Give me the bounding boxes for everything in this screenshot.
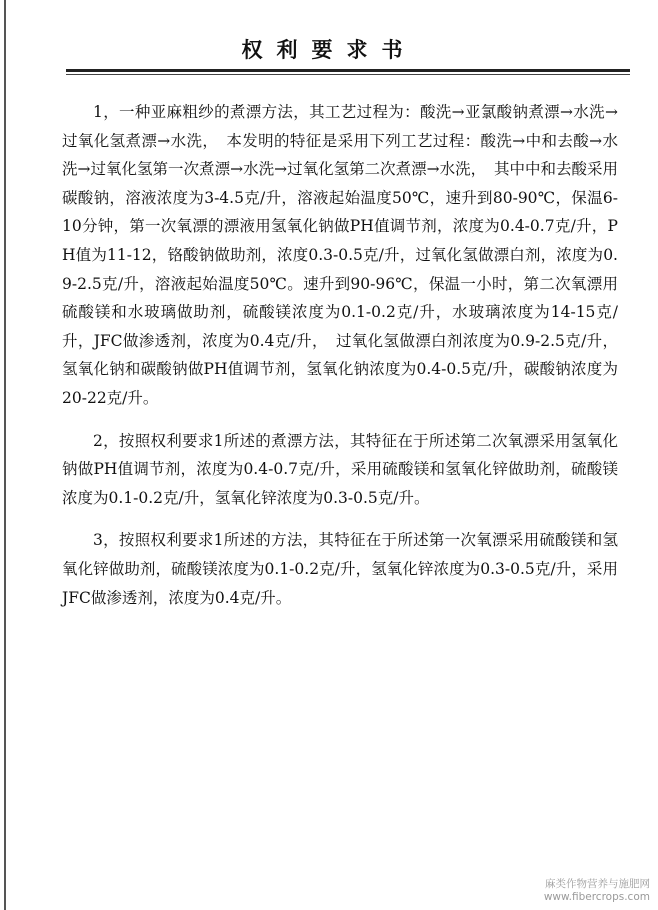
watermark-site-name: 麻类作物营养与施肥网 xyxy=(545,878,650,890)
watermark-url: www.fibercrops.com xyxy=(543,891,650,903)
claims-body xyxy=(62,98,618,626)
page-title: 权利要求书 xyxy=(241,38,417,62)
claim-3: 3，按照权利要求1所述的方法，其特征在于所述第一次氧漂采用硫酸镁和氢氧化锌做助剂，硫酸镁浓度为0.1-0.2克/升，氢氧化锌浓度为0.3-0.5克/升，采用JFC做渗透剂，浓度为0.4克/升。 xyxy=(62,531,618,607)
header-rule-thin xyxy=(66,74,630,75)
claim-2: 2，按照权利要求1所述的煮漂方法，其特征在于所述第二次氧漂采用氢氧化钠做PH值调节剂，浓度为0.4-0.7克/升，采用硫酸镁和氢氧化锌做助剂，硫酸镁浓度为0.1-0.2克/升，氢氧化锌浓度为0.3-0.5克/升。 xyxy=(62,431,618,507)
header-rule-thick xyxy=(66,69,630,72)
claim-1: 1，一种亚麻粗纱的煮漂方法，其工艺过程为：酸洗→亚氯酸钠煮漂→水洗→过氧化氢煮漂→水洗， 本发明的特征是采用下列工艺过程：酸洗→中和去酸→水洗→过氧化氢第一次煮漂→水洗→过氧化氢第二次煮漂→水洗， 其中中和去酸采用碳酸钠，溶液浓度为3-4.5克/升，溶液起始温度50℃，速升到80-90℃，保温6-10分钟，第一次氧漂的漂液用氢氧化钠做PH值调节剂，浓度为0.4-0.7克/升，PH值为11-12，铬酸钠做助剂，浓度0.3-0.5克/升，过氧化氢做漂白剂，浓度为0.9-2.5克/升，溶液起始温度50℃。速升到90-96℃，保温一小时，第二次氧漂用硫酸镁和水玻璃做助剂，硫酸镁浓度为0.1-0.2克/升，水玻璃浓度为14-15克/升，JFC做渗透剂，浓度为0.4克/升， 过氧化氢做漂白剂浓度为0.9-2.5克/升，氢氧化钠和碳酸钠做PH值调节剂，氢氧化钠浓度为0.4-0.5克/升，碳酸钠浓度为20-22克/升。 xyxy=(62,103,618,407)
watermark xyxy=(544,878,650,904)
page-edge-line xyxy=(4,0,6,910)
